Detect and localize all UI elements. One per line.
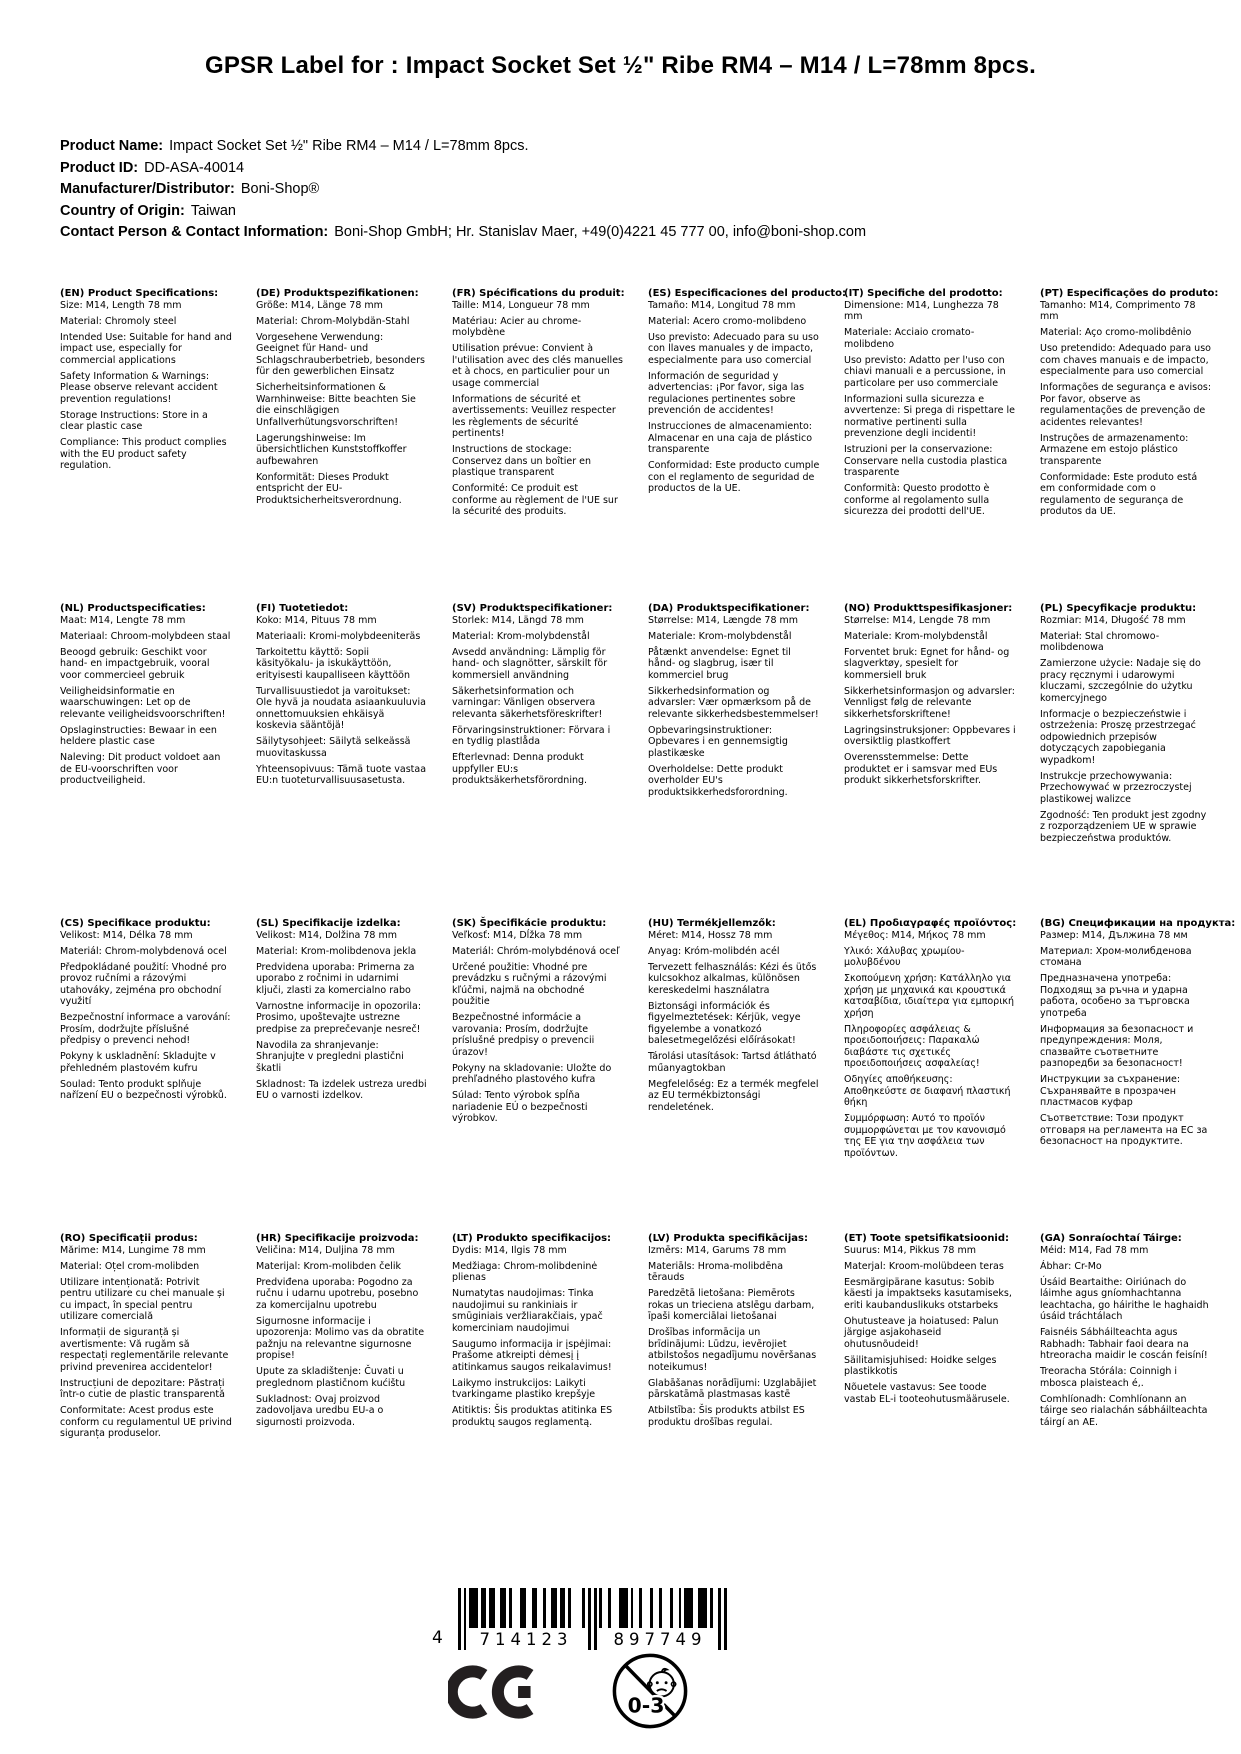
spec-paragraph: Opbevaringsinstruktioner: Opbevares i en gennemsigtig plastikæske	[648, 724, 788, 759]
spec-header: (EL) Προδιαγραφές προϊόντος:	[844, 918, 1017, 929]
info-line	[60, 158, 1201, 180]
spec-paragraph: Beoogd gebruik: Geschikt voor hand- en impactgebruik, vooral voor commercieel gebruik	[60, 646, 210, 681]
spec-paragraph: Vorgesehene Verwendung: Geeignet für Hand- und Schlagschrauberbetrieb, besonders für den gewerblichen Einsatz	[256, 331, 425, 377]
spec-header: (DE) Produktspezifikationen:	[256, 288, 419, 299]
spec-paragraph: Información de seguridad y advertencias: ¡Por favor, siga las regulaciones pertinentes sobre prevención de accidentes!	[648, 370, 805, 416]
spec-paragraph: Размер: M14, Дължина 78 мм	[1040, 929, 1188, 941]
spec-paragraph: Materiał: Stal chromowo-molibdenowa	[1040, 630, 1160, 653]
spec-paragraph: Uso pretendido: Adequado para uso com chaves manuais e de impacto, especialmente para uso comercial	[1040, 343, 1211, 377]
spec-paragraph: Sikkerhetsinformasjon og advarsler: Vennligst følg de relevante sikkerhetsforskriftene!	[844, 685, 1015, 720]
spec-paragraph: Pokyny na skladovanie: Uložte do prehľadného plastového kufra	[452, 1062, 612, 1085]
spec-header: (EN) Product Specifications:	[60, 288, 219, 299]
info-value: Impact Socket Set ½" Ribe RM4 – M14 / L=78mm 8pcs.	[169, 138, 529, 154]
spec-paragraph: Forventet bruk: Egnet for hånd- og slagverktøy, spesielt for kommersiell bruk	[844, 646, 1010, 681]
spec-paragraph: Material: Aço cromo-molibdênio	[1040, 327, 1192, 338]
spec-paragraph: Veličina: M14, Duljina 78 mm	[256, 1244, 395, 1256]
spec-paragraph: Avsedd användning: Lämplig för hand- och slagnötter, särskilt för kommersiell användning	[452, 646, 608, 681]
spec-paragraph: Předpokládané použití: Vhodné pro provoz ručními a rázovými utahováky, zejména pro obchodní využití	[60, 961, 227, 1007]
spec-paragraphs	[60, 1245, 232, 1440]
info-label: Country of Origin:	[60, 202, 185, 219]
spec-paragraphs	[844, 1245, 1016, 1406]
spec-paragraph: Efterlevnad: Denna produkt uppfyller EU:s produktsäkerhetsförordning.	[452, 752, 588, 786]
spec-paragraph: Utilizare intenționată: Potrivit pentru utilizare cu chei manuale și cu impact, în special pentru utilizare comercială	[60, 1276, 225, 1322]
spec-paragraph: Conformidade: Este produto está em conformidade com o regulamento de segurança de produtos da UE.	[1040, 471, 1198, 517]
spec-block	[648, 603, 820, 918]
spec-paragraph: Material: Chrom-Molybdän-Stahl	[256, 315, 410, 327]
spec-paragraph: Rozmiar: M14, Długość 78 mm	[1040, 614, 1186, 626]
spec-paragraph: Informations de sécurité et avertissements: Veuillez respecter les règlements de sécurité pertinents!	[452, 393, 616, 439]
spec-paragraph: Drošības informācija un brīdinājumi: Lūdzu, ievērojiet atbilstošos negadījumu novēršanas noteikumus!	[648, 1327, 817, 1373]
spec-header: (PT) Especificações do produto:	[1040, 288, 1219, 299]
spec-paragraph: Informații de siguranță și avertismente: Vă rugăm să respectați reglementările relevante privind prevenirea accidentelor!	[60, 1327, 229, 1373]
spec-paragraph: Anyag: Króm-molibdén acél	[648, 945, 780, 957]
info-line	[60, 179, 1201, 201]
spec-grid	[60, 288, 1236, 1548]
spec-paragraph: Koko: M14, Pituus 78 mm	[256, 614, 377, 626]
spec-paragraph: Informacje o bezpieczeństwie i ostrzeżenia: Proszę przestrzegać odpowiednich przepisów dotyczących zapobiegania wypadkom!	[1040, 708, 1196, 766]
spec-block	[648, 1233, 820, 1548]
spec-paragraph: Materiaali: Kromi-molybdeeniteräs	[256, 630, 421, 642]
spec-paragraphs	[844, 930, 1016, 1160]
spec-paragraph: Предназначена употреба: Подходящ за ръчна и ударна работа, особено за търговска употреба	[1040, 973, 1190, 1019]
spec-paragraph: Materiál: Chrom-molybdenová ocel	[60, 945, 227, 957]
spec-paragraph: Opslaginstructies: Bewaar in een heldere plastic case	[60, 724, 217, 747]
spec-header: (FR) Spécifications du produit:	[452, 288, 625, 299]
spec-block	[60, 1233, 232, 1548]
spec-header: (FI) Tuotetiedot:	[256, 603, 349, 614]
spec-paragraph: Zgodność: Ten produkt jest zgodny z rozporządzeniem UE w sprawie bezpieczeństwa produktów.	[1040, 809, 1207, 844]
spec-paragraph: Съответствие: Този продукт отговаря на регламента на ЕС за безопасност на продуктите.	[1040, 1113, 1208, 1147]
spec-paragraph: Medžiaga: Chrom-molibdeninė plienas	[452, 1260, 598, 1283]
spec-paragraph: Turvallisuustiedot ja varoitukset: Ole hyvä ja noudata asiaankuuluvia onnettomuuksien ehkäisyä koskevia sääntöjä!	[256, 685, 426, 731]
spec-header: (GA) Sonraíochtaí Táirge:	[1040, 1233, 1182, 1244]
spec-paragraphs	[648, 1245, 820, 1429]
spec-paragraph: Tamanho: M14, Comprimento 78 mm	[1040, 299, 1196, 322]
spec-block	[452, 1233, 624, 1548]
spec-block	[60, 288, 232, 603]
spec-paragraph: Påtænkt anvendelse: Egnet til hånd- og slagbrug, især til kommerciel brug	[648, 646, 791, 681]
spec-paragraph: Материал: Хром-молибденова стомана	[1040, 945, 1192, 968]
spec-paragraph: Säilitamisjuhised: Hoidke selges plastikkotis	[844, 1354, 997, 1377]
spec-header: (HU) Termékjellemzők:	[648, 918, 776, 929]
info-label: Contact Person & Contact Information:	[60, 224, 329, 240]
spec-paragraph: Zamierzone użycie: Nadaje się do pracy ręcznymi i udarowymi kluczami, szczególnie do użytku komercyjnego	[1040, 658, 1201, 704]
spec-paragraphs	[1040, 930, 1212, 1148]
spec-block	[452, 603, 624, 918]
spec-paragraphs	[1040, 300, 1212, 518]
spec-paragraph: Soulad: Tento produkt splňuje nařízení EU o bezpečnosti výrobků.	[60, 1078, 227, 1101]
spec-paragraph: Material: Krom-molibdenova jekla	[256, 945, 417, 957]
barcode-first-digit: 4	[432, 1628, 443, 1648]
spec-paragraph: Ábhar: Cr-Mo	[1040, 1260, 1102, 1272]
spec-header: (IT) Specifiche del prodotto:	[844, 288, 1003, 299]
spec-paragraphs	[60, 300, 232, 472]
info-label: Product Name:	[60, 138, 164, 154]
spec-paragraph: Οδηγίες αποθήκευσης: Αποθηκεύστε σε διαφανή πλαστική θήκη	[844, 1074, 1011, 1108]
spec-paragraph: Säkerhetsinformation och varningar: Vänligen observera relevanta säkerhetsföreskrifter!	[452, 685, 603, 720]
spec-paragraph: Инструкции за съхранение: Съхранявайте в прозрачен пластмасов куфар	[1040, 1074, 1181, 1108]
spec-header: (DA) Produktspecifikationer:	[648, 603, 810, 614]
spec-block	[60, 603, 232, 918]
spec-paragraph: Overholdelse: Dette produkt overholder EU's produktsikkerhedsforordning.	[648, 763, 788, 798]
spec-paragraph: Materiale: Krom-molybdenstål	[844, 630, 988, 642]
spec-paragraph: Maat: M14, Lengte 78 mm	[60, 614, 186, 626]
spec-paragraph: Skladnost: Ta izdelek ustreza uredbi EU o varnosti izdelkov.	[256, 1078, 427, 1101]
info-value: Boni-Shop GmbH; Hr. Stanislav Maer, +49(0)4221 45 777 00, info@boni-shop.com	[334, 224, 867, 240]
ce-mark-icon	[448, 1660, 544, 1728]
spec-paragraph: Sikkerhedsinformation og advarsler: Vær opmærksom på de relevante sikkerhedsbestemmelser!	[648, 685, 819, 720]
spec-paragraphs	[60, 615, 232, 787]
spec-header: (SK) Špecifikácie produktu:	[452, 918, 607, 929]
spec-block	[256, 288, 428, 603]
spec-paragraph: Säilytysohjeet: Säilytä selkeässä muovitaskussa	[256, 736, 411, 759]
spec-paragraph: Lagerungshinweise: Im übersichtlichen Kunststoffkoffer aufbewahren	[256, 432, 407, 467]
info-label: Product ID:	[60, 159, 139, 176]
spec-paragraph: Matériau: Acier au chrome-molybdène	[452, 315, 582, 338]
ean13-barcode	[432, 1588, 727, 1654]
spec-paragraph: Πληροφορίες ασφάλειας & προειδοποιήσεις: Παρακαλώ διαβάστε τις σχετικές προειδοποιήσεις ασφαλείας!	[844, 1023, 980, 1069]
spec-header: (SV) Produktspecifikationer:	[452, 603, 613, 614]
spec-paragraph: Sicherheitsinformationen & Warnhinweise: Bitte beachten Sie die einschlägigen Unfallverhütungsvorschriften!	[256, 382, 416, 428]
spec-paragraph: Bezpečnostní informace a varování: Prosím, dodržujte příslušné předpisy o prevenci nehod!	[60, 1012, 231, 1046]
spec-paragraph: Predvidena uporaba: Primerna za uporabo z ročnimi in udarnimi ključi, zlasti za komercialno rabo	[256, 961, 415, 996]
info-line	[60, 201, 1201, 223]
spec-paragraphs	[60, 930, 232, 1102]
spec-paragraph: Material: Krom-molybdenstål	[452, 630, 590, 642]
spec-paragraph: Compliance: This product complies with the EU product safety regulation.	[60, 437, 227, 471]
spec-paragraph: Yhteensopivuus: Tämä tuote vastaa EU:n tuoteturvallisuusasetusta.	[256, 763, 427, 786]
spec-paragraph: Biztonsági információk és figyelmeztetések: Kérjük, vegye figyelembe a vonatkozó balesetmegelőzési előírásokat!	[648, 1000, 801, 1046]
spec-header: (LT) Produkto specifikacijos:	[452, 1233, 612, 1244]
spec-paragraph: Eesmärgipärane kasutus: Sobib käesti ja impaktseks kasutamiseks, eriti kaubanduslikuks otstarbeks	[844, 1276, 1012, 1311]
spec-paragraph: Sigurnosne informacije i upozorenja: Molimo vas da obratite pažnju na relevantne sigurnosne propise!	[256, 1315, 425, 1361]
spec-header: (HR) Specifikacije proizvoda:	[256, 1233, 419, 1244]
spec-block	[1040, 918, 1236, 1233]
spec-paragraph: Ohutusteave ja hoiatused: Palun järgige asjakohaseid ohutusnõudeid!	[844, 1315, 999, 1350]
spec-block	[844, 918, 1016, 1233]
spec-block	[1040, 603, 1212, 918]
spec-header: (BG) Спецификации на продукта:	[1040, 918, 1236, 929]
spec-paragraphs	[452, 930, 624, 1125]
spec-block	[648, 918, 820, 1233]
spec-header: (ES) Especificaciones del producto:	[648, 288, 847, 299]
spec-block	[1040, 1233, 1212, 1548]
age-warning-label: 0-3	[627, 1693, 665, 1718]
spec-paragraph: Určené použitie: Vhodné pre prevádzku s ručnými a rázovými kľúčmi, najmä na obchodné použitie	[452, 961, 607, 1007]
spec-paragraph: Instructions de stockage: Conservez dans un boîtier en plastique transparent	[452, 444, 592, 478]
spec-header: (ET) Toote spetsifikatsioonid:	[844, 1233, 1010, 1244]
spec-paragraph: Atbilstība: Šis produkts atbilst ES produktu drošības regulai.	[648, 1405, 805, 1428]
spec-paragraph: Lagringsinstruksjoner: Oppbevares i oversiktlig plastkoffert	[844, 724, 1016, 747]
spec-paragraph: Súlad: Tento výrobok spĺňa nariadenie EÚ o bezpečnosti výrobkov.	[452, 1090, 588, 1124]
spec-paragraph: Tarkoitettu käyttö: Sopii käsityökalu- ja iskukäyttöön, erityisesti kaupalliseen käyttöön	[256, 646, 411, 681]
info-label: Manufacturer/Distributor:	[60, 181, 235, 197]
spec-paragraph: Dydis: M14, Ilgis 78 mm	[452, 1244, 567, 1256]
spec-paragraph: Bezpečnostné informácie a varovania: Prosím, dodržujte príslušné predpisy o prevencii úrazov!	[452, 1012, 595, 1058]
spec-paragraph: Materiale: Acciaio cromato-molibdeno	[844, 327, 975, 350]
info-value: Boni-Shop®	[240, 181, 320, 197]
spec-paragraph: Varnostne informacije in opozorila: Prosimo, upoštevajte ustrezne predpise za preprečevanje nesreč!	[256, 1000, 422, 1035]
spec-paragraph: Størrelse: M14, Lengde 78 mm	[844, 614, 991, 626]
spec-paragraph: Σκοπούμενη χρήση: Κατάλληλο για χρήση με μηχανικά και κρουστικά κατσαβίδια, ιδιαίτερα για εμπορική χρήση	[844, 973, 1015, 1019]
spec-block	[256, 918, 428, 1233]
spec-paragraphs	[452, 1245, 624, 1429]
spec-paragraph: Materiale: Krom-molybdenstål	[648, 630, 792, 642]
spec-paragraph: Atitiktis: Šis produktas atitinka ES produktų saugos reglamentą.	[452, 1405, 613, 1428]
spec-paragraph: Numatytas naudojimas: Tinka naudojimui su rankiniais ir smūginiais veržliarakčiais, ypač komerciniam naudojimui	[452, 1288, 603, 1334]
info-value: DD-ASA-40014	[144, 159, 245, 176]
spec-paragraphs	[648, 300, 820, 495]
spec-paragraph: Saugumo informacija ir įspėjimai: Prašome atkreipti dėmesį į atitinkamus saugos reikalavimus!	[452, 1338, 612, 1373]
info-line	[60, 136, 1201, 158]
spec-paragraph: Predviđena uporaba: Pogodno za ručnu i udarnu upotrebu, posebno za komercijalnu upotrebu	[256, 1276, 419, 1311]
spec-paragraph: Navodila za shranjevanje: Shranjujte v pregledni plastični škatli	[256, 1039, 404, 1074]
product-info	[60, 136, 1201, 244]
spec-paragraph: Tárolási utasítások: Tartsd átlátható műanyagtokban	[648, 1051, 817, 1074]
spec-paragraph: Velikost: M14, Délka 78 mm	[60, 929, 193, 941]
spec-paragraph: Izmērs: M14, Garums 78 mm	[648, 1244, 787, 1256]
spec-block	[844, 1233, 1016, 1548]
info-line	[60, 222, 1201, 244]
spec-paragraph: Storlek: M14, Längd 78 mm	[452, 614, 584, 626]
spec-paragraph: Storage Instructions: Store in a clear plastic case	[60, 409, 208, 432]
spec-paragraphs	[844, 300, 1016, 518]
spec-paragraph: Dimensione: M14, Lunghezza 78 mm	[844, 299, 999, 322]
spec-paragraph: Upute za skladištenje: Čuvati u preglednom plastičnom kućištu	[256, 1366, 406, 1389]
spec-paragraph: Uso previsto: Adatto per l'uso con chiavi manuali e a percussione, in particolare per uso commerciale	[844, 354, 1006, 389]
spec-paragraph: Συμμόρφωση: Αυτό το προϊόν συμμορφώνεται με τον κανονισμό της ΕΕ για την ασφάλεια των προϊόντων.	[844, 1113, 1006, 1159]
spec-paragraph: Conformité: Ce produit est conforme au règlement de l'UE sur la sécurité des produits.	[452, 483, 618, 517]
spec-paragraph: Intended Use: Suitable for hand and impact use, especially for commercial applications	[60, 331, 232, 366]
spec-block	[452, 918, 624, 1233]
spec-paragraph: Veľkosť: M14, Dĺžka 78 mm	[452, 929, 583, 941]
spec-paragraph: Uso previsto: Adecuado para su uso con llaves manuales y de impacto, especialmente para uso comercial	[648, 331, 819, 366]
spec-paragraph: Pokyny k uskladnění: Skladujte v přehledném plastovém kufru	[60, 1051, 216, 1074]
spec-paragraph: Conformitate: Acest produs este conform cu regulamentul UE privind siguranța produselor.	[60, 1405, 232, 1439]
spec-paragraph: Úsáid Beartaithe: Oiriúnach do láimhe agus gníomhachtanna leachtacha, go háirithe le haghaidh úsáid tráchtálach	[1040, 1276, 1209, 1322]
spec-paragraph: Υλικό: Χάλυβας χρωμίου-μολυβδένου	[844, 945, 965, 968]
spec-paragraph: Sukladnost: Ovaj proizvod zadovoljava uredbu EU-a o sigurnosti proizvoda.	[256, 1393, 384, 1428]
spec-paragraph: Conformidad: Este producto cumple con el reglamento de seguridad de productos de la UE.	[648, 460, 820, 494]
spec-paragraphs	[1040, 1245, 1212, 1429]
spec-paragraph: Instrucciones de almacenamiento: Almacenar en una caja de plástico transparente	[648, 421, 813, 455]
spec-paragraph: Größe: M14, Länge 78 mm	[256, 299, 383, 311]
spec-paragraph: Veiligheidsinformatie en waarschuwingen: Let op de relevante veiligheidsvoorschriften!	[60, 685, 226, 720]
spec-paragraphs	[452, 615, 624, 787]
spec-paragraph: Materjal: Kroom-molübdeen teras	[844, 1260, 1004, 1272]
spec-paragraph: Nõuetele vastavus: See toode vastab EL-i tooteohutusmäärusele.	[844, 1382, 1010, 1405]
spec-paragraph: Instrukcje przechowywania: Przechowywać w przezroczystej plastikowej walizce	[1040, 770, 1192, 805]
spec-header: (NO) Produkttspesifikasjoner:	[844, 603, 1013, 614]
spec-paragraph: Størrelse: M14, Længde 78 mm	[648, 614, 799, 626]
spec-paragraph: Naleving: Dit product voldoet aan de EU-voorschriften voor productveiligheid.	[60, 752, 221, 786]
spec-block	[60, 918, 232, 1233]
spec-paragraph: Mărime: M14, Lungime 78 mm	[60, 1244, 206, 1256]
spec-paragraph: Velikost: M14, Dolžina 78 mm	[256, 929, 397, 941]
spec-header: (SL) Specifikacije izdelka:	[256, 918, 401, 929]
spec-paragraph: Μέγεθος: M14, Μήκος 78 mm	[844, 929, 986, 941]
spec-paragraph: Laikymo instrukcijos: Laikyti tvarkingame plastiko krepšyje	[452, 1377, 596, 1400]
spec-paragraphs	[256, 930, 428, 1102]
barcode-digits-left: 714123	[479, 1630, 573, 1649]
page-title: GPSR Label for : Impact Socket Set ½" Ribe RM4 – M14 / L=78mm 8pcs.	[204, 52, 1037, 79]
spec-paragraph: Konformität: Dieses Produkt entspricht der EU-Produktsicherheitsverordnung.	[256, 471, 402, 506]
spec-paragraph: Förvaringsinstruktioner: Förvara i en tydlig plastlåda	[452, 724, 611, 747]
spec-paragraph: Instrucțiuni de depozitare: Păstrați într-o cutie de plastic transparentă	[60, 1377, 225, 1400]
spec-header: (NL) Productspecificaties:	[60, 603, 206, 614]
spec-paragraph: Megfelelőség: Ez a termék megfelel az EU termékbiztonsági rendeletének.	[648, 1078, 819, 1113]
spec-paragraphs	[1040, 615, 1212, 845]
spec-header: (CS) Specifikace produktu:	[60, 918, 211, 929]
spec-paragraph: Comhlíonadh: Comhlíonann an táirge seo rialachán sábháilteachta táirgí an AE.	[1040, 1393, 1208, 1428]
spec-paragraphs	[844, 615, 1016, 787]
spec-block	[1040, 288, 1219, 603]
spec-paragraph: Tamaño: M14, Longitud 78 mm	[648, 299, 796, 311]
spec-paragraph: Méid: M14, Fad 78 mm	[1040, 1244, 1149, 1256]
spec-paragraph: Informações de segurança e avisos: Por favor, observe as regulamentações de prevenção de acidentes relevantes!	[1040, 382, 1212, 428]
spec-paragraph: Méret: M14, Hossz 78 mm	[648, 929, 773, 941]
spec-block	[844, 603, 1016, 918]
spec-paragraph: Instruções de armazenamento: Armazene em estojo plástico transparente	[1040, 432, 1189, 467]
spec-header: (PL) Specyfikacje produktu:	[1040, 603, 1197, 614]
spec-paragraph: Materiaal: Chroom-molybdeen staal	[60, 630, 231, 642]
spec-paragraph: Paredzētā lietošana: Piemērots rokas un trieciena atslēgu darbam, īpaši komerciālai lietošanai	[648, 1288, 815, 1322]
barcode-digits-right: 897749	[613, 1630, 707, 1649]
spec-block	[844, 288, 1016, 603]
spec-block	[256, 1233, 428, 1548]
spec-paragraphs	[256, 300, 428, 507]
spec-paragraph: Material: Acero cromo-molibdeno	[648, 315, 807, 327]
spec-paragraph: Material: Oțel crom-molibden	[60, 1260, 200, 1272]
spec-paragraphs	[648, 615, 820, 799]
age-warning-0-3-icon	[611, 1652, 689, 1734]
spec-paragraph: Treoracha Stórála: Coinnigh i mbosca plaisteach é,.	[1040, 1366, 1178, 1389]
spec-paragraph: Material: Chromoly steel	[60, 315, 177, 327]
spec-paragraph: Glabāšanas norādījumi: Uzglabājiet pārskatāmā plastmasas kastē	[648, 1377, 817, 1400]
spec-header: (RO) Specificații produs:	[60, 1233, 198, 1244]
spec-block	[452, 288, 624, 603]
spec-paragraph: Istruzioni per la conservazione: Conservare nella custodia plastica trasparente	[844, 444, 1008, 478]
spec-paragraphs	[256, 615, 428, 787]
spec-paragraphs	[452, 300, 624, 518]
spec-paragraph: Size: M14, Length 78 mm	[60, 299, 182, 311]
spec-paragraph: Taille: M14, Longueur 78 mm	[452, 299, 590, 311]
spec-block	[256, 603, 428, 918]
spec-paragraph: Faisnéis Sábháilteachta agus Rabhadh: Tabhair faoi deara na htreoracha maidir le coscán feisíní!	[1040, 1327, 1208, 1361]
spec-paragraph: Safety Information & Warnings: Please observe relevant accident prevention regulations!	[60, 370, 218, 405]
spec-paragraphs	[648, 930, 820, 1114]
spec-block	[648, 288, 847, 603]
info-value: Taiwan	[190, 202, 236, 219]
spec-paragraph: Materijal: Krom-molibden čelik	[256, 1260, 402, 1272]
spec-paragraph: Materiāls: Hroma-molibdēna tērauds	[648, 1260, 784, 1283]
spec-paragraph: Materiál: Chróm-molybdénová oceľ	[452, 945, 620, 957]
spec-paragraphs	[256, 1245, 428, 1429]
spec-paragraph: Informazioni sulla sicurezza e avvertenze: Si prega di rispettare le normative pertinenti sulla prevenzione degli incidenti!	[844, 393, 1015, 439]
spec-paragraph: Информация за безопасност и предупреждения: Моля, спазвайте съответните разпоредби за безопасност!	[1040, 1023, 1194, 1069]
spec-paragraph: Utilisation prévue: Convient à l'utilisation avec des clés manuelles et à chocs, en particulier pour un usage commercial	[452, 343, 623, 389]
spec-paragraph: Conformità: Questo prodotto è conforme al regolamento sulla sicurezza dei prodotti dell'UE.	[844, 483, 990, 517]
spec-header: (LV) Produkta specifikācijas:	[648, 1233, 808, 1244]
spec-paragraph: Tervezett felhasználás: Kézi és ütős kulcsokhoz alkalmas, különösen kereskedelmi használatra	[648, 961, 817, 996]
spec-paragraph: Overensstemmelse: Dette produktet er i samsvar med EUs produkt sikkerhetsforskrifter.	[844, 752, 998, 786]
spec-paragraph: Suurus: M14, Pikkus 78 mm	[844, 1244, 976, 1256]
